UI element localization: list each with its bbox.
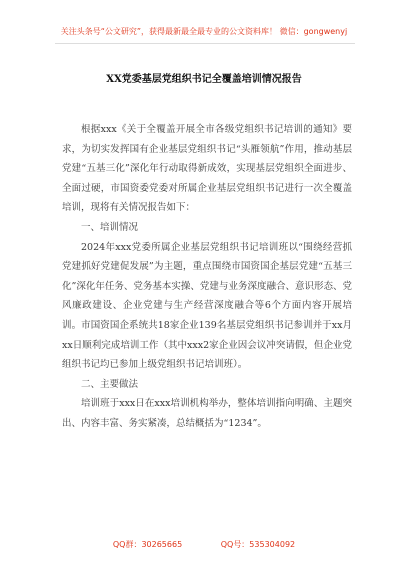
document-title: XX党委基层党组织书记全覆盖培训情况报告 bbox=[106, 74, 302, 85]
paragraph-intro: 根据xxx《关于全覆盖开展全市各级党组织书记培训的通知》要求，为切实发挥国有企业基层党组织书记“头雁领航”作用，推动基层党建“五基三化”深化年行动取得新成效，实现基层党组织全面进步、全面过硬，市国资委党委对所属企业基层党组织书记进行一次全覆盖培训，现将有关情况报告如下： bbox=[62, 124, 352, 214]
header-divider bbox=[55, 43, 355, 44]
document-body bbox=[62, 120, 352, 434]
section-heading-methods: 二、主要做法 bbox=[81, 378, 139, 390]
footer-contact bbox=[0, 539, 408, 550]
footer-qq-group: QQ群：30265665 bbox=[112, 540, 183, 549]
section-heading-training: 一、培训情况 bbox=[81, 221, 139, 233]
footer-qq-number: QQ号：535304092 bbox=[220, 540, 296, 549]
paragraph-methods: 培训班于xxx日在xxx培训机构举办，整体培训指向明确、主题突出、内容丰富、务实紧凑，总结概括为“1234”。 bbox=[62, 398, 352, 429]
header-note: 关注头条号“公文研究”，获得最新最全最专业的公文资料库！ 微信：gongwenyj bbox=[60, 27, 348, 36]
paragraph-training-details: 2024年xxx党委所属企业基层党组织书记培训班以“围绕经营抓党建抓好党建促发展”为主题，重点围绕市国资国企基层党建“五基三化”深化年任务、党务基本实操、党建与业务深度融合、意识形态、党风廉政建设、企业党建与生产经营深度融合等6个方面内容开展培训。市国资国企系统共18家企业139名基层党组织书记参训并于xx月xx日顺利完成培训工作（其中xxx2家企业因会议冲突请假，但企业党组织书记均已参加上级党组织书记培训班）。 bbox=[62, 241, 352, 371]
